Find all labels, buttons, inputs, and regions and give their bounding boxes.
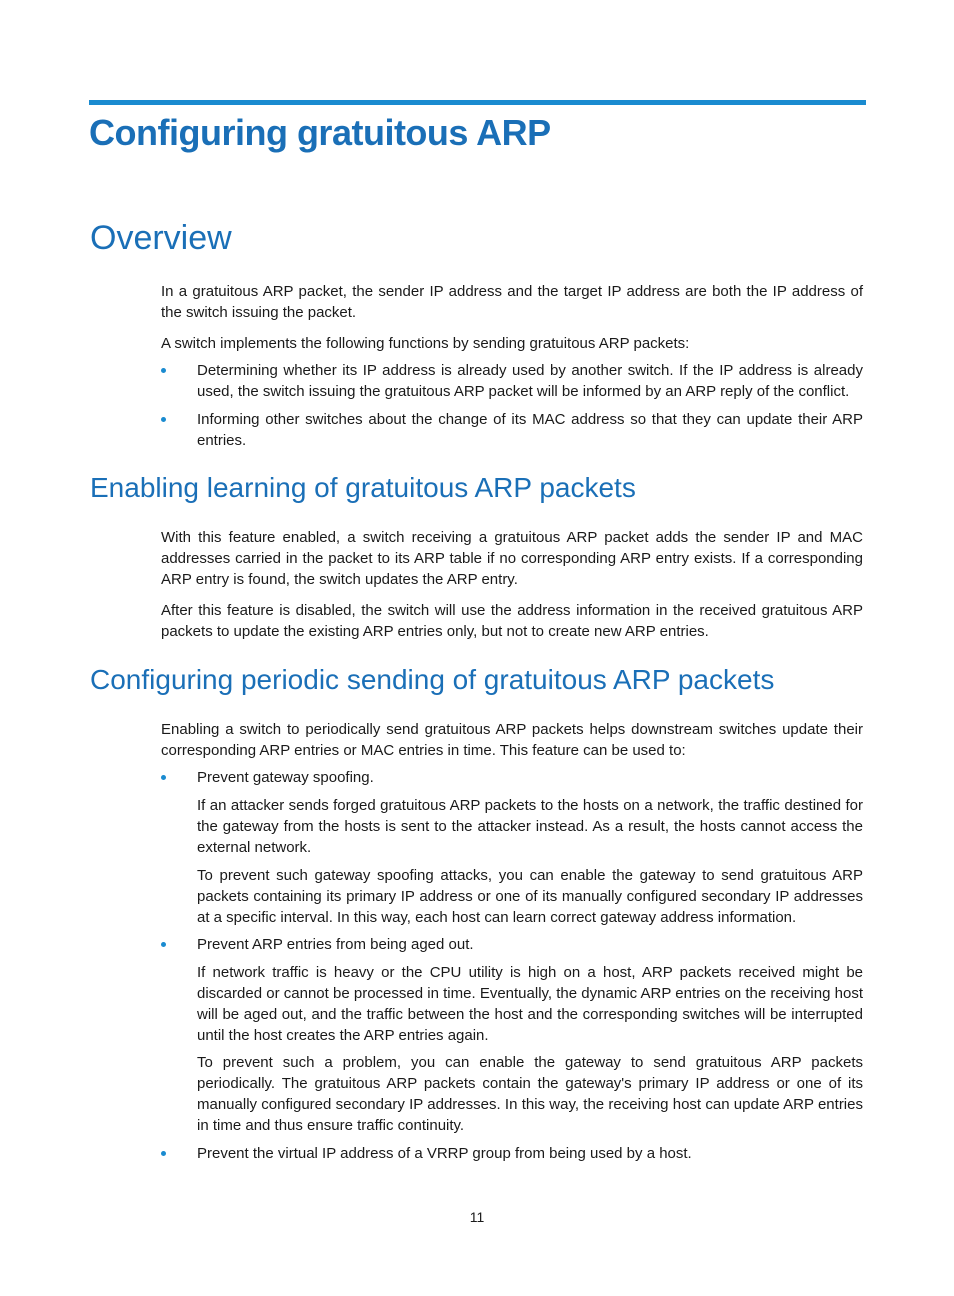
periodic-bullet-3 [161,1143,863,1164]
overview-bullet-2-text: Informing other switches about the change of its MAC address so that they can update their ARP entries. [197,411,863,449]
page-number: 11 [469,1209,485,1225]
periodic-paragraph-1: Enabling a switch to periodically send gratuitous ARP packets helps downstream switches update their corresponding ARP entries or MAC entries in time. This feature can be used to: [161,721,863,759]
chapter-title: Configuring gratuitous ARP [89,112,551,153]
overview-paragraph-2: A switch implements the following functions by sending gratuitous ARP packets: [161,335,690,352]
periodic-bullet-1-text: Prevent gateway spoofing. [197,769,374,786]
learning-paragraph-2: After this feature is disabled, the switch will use the address information in the received gratuitous ARP packets to update the existing ARP entries only, but not to create new ARP entries. [161,602,863,640]
learning-paragraph-1: With this feature enabled, a switch receiving a gratuitous ARP packet adds the sender IP and MAC addresses carried in the packet to its ARP table if no corresponding ARP entry exists. If a corresponding ARP entry is found, the switch updates the ARP entry. [161,529,863,588]
bullet-dot-icon [161,1151,166,1156]
periodic-bullet-2-text: Prevent ARP entries from being aged out. [197,936,474,953]
learning-heading: Enabling learning of gratuitous ARP packets [90,472,636,503]
overview-bullet-2 [161,409,863,451]
periodic-bullet-1-paragraph-1: If an attacker sends forged gratuitous ARP packets to the hosts on a network, the traffic destined for the gateway from the hosts is sent to the attacker instead. As a result, the hosts cannot access the external network. [197,797,863,856]
periodic-heading: Configuring periodic sending of gratuitous ARP packets [90,664,775,695]
bullet-dot-icon [161,775,166,780]
bullet-dot-icon [161,417,166,422]
periodic-bullet-1-paragraph-2: To prevent such gateway spoofing attacks, you can enable the gateway to send gratuitous ARP packets containing its primary IP address or one of its manually configured secondary IP addresses at a specific interval. In this way, each host can learn correct gateway address information. [197,867,863,926]
periodic-bullet-2-paragraph-2: To prevent such a problem, you can enable the gateway to send gratuitous ARP packets periodically. The gratuitous ARP packets contain the gateway's primary IP address or one of its manually configured secondary IP addresses. In this way, the receiving host can update ARP entries in time and thus ensure traffic continuity. [197,1054,863,1134]
bullet-dot-icon [161,368,166,373]
bullet-dot-icon [161,942,166,947]
overview-bullet-1 [161,360,863,402]
periodic-bullet-3-text: Prevent the virtual IP address of a VRRP group from being used by a host. [197,1145,692,1162]
periodic-bullet-1 [161,767,863,788]
chapter-top-rule [89,100,866,105]
periodic-bullet-2-paragraph-1: If network traffic is heavy or the CPU utility is high on a host, ARP packets received might be discarded or cannot be processed in time. Eventually, the dynamic ARP entries on the receiving host will be aged out, and the traffic between the host and the corresponding switches will be interrupted until the host creates the ARP entries again. [197,964,863,1044]
overview-paragraph-1: In a gratuitous ARP packet, the sender IP address and the target IP address are both the IP address of the switch issuing the packet. [161,283,863,321]
periodic-bullet-2 [161,934,863,955]
overview-bullet-1-text: Determining whether its IP address is already used by another switch. If the IP address is already used, the switch issuing the gratuitous ARP packet will be informed by an ARP reply of the conflict. [197,362,863,400]
overview-heading: Overview [90,219,232,257]
